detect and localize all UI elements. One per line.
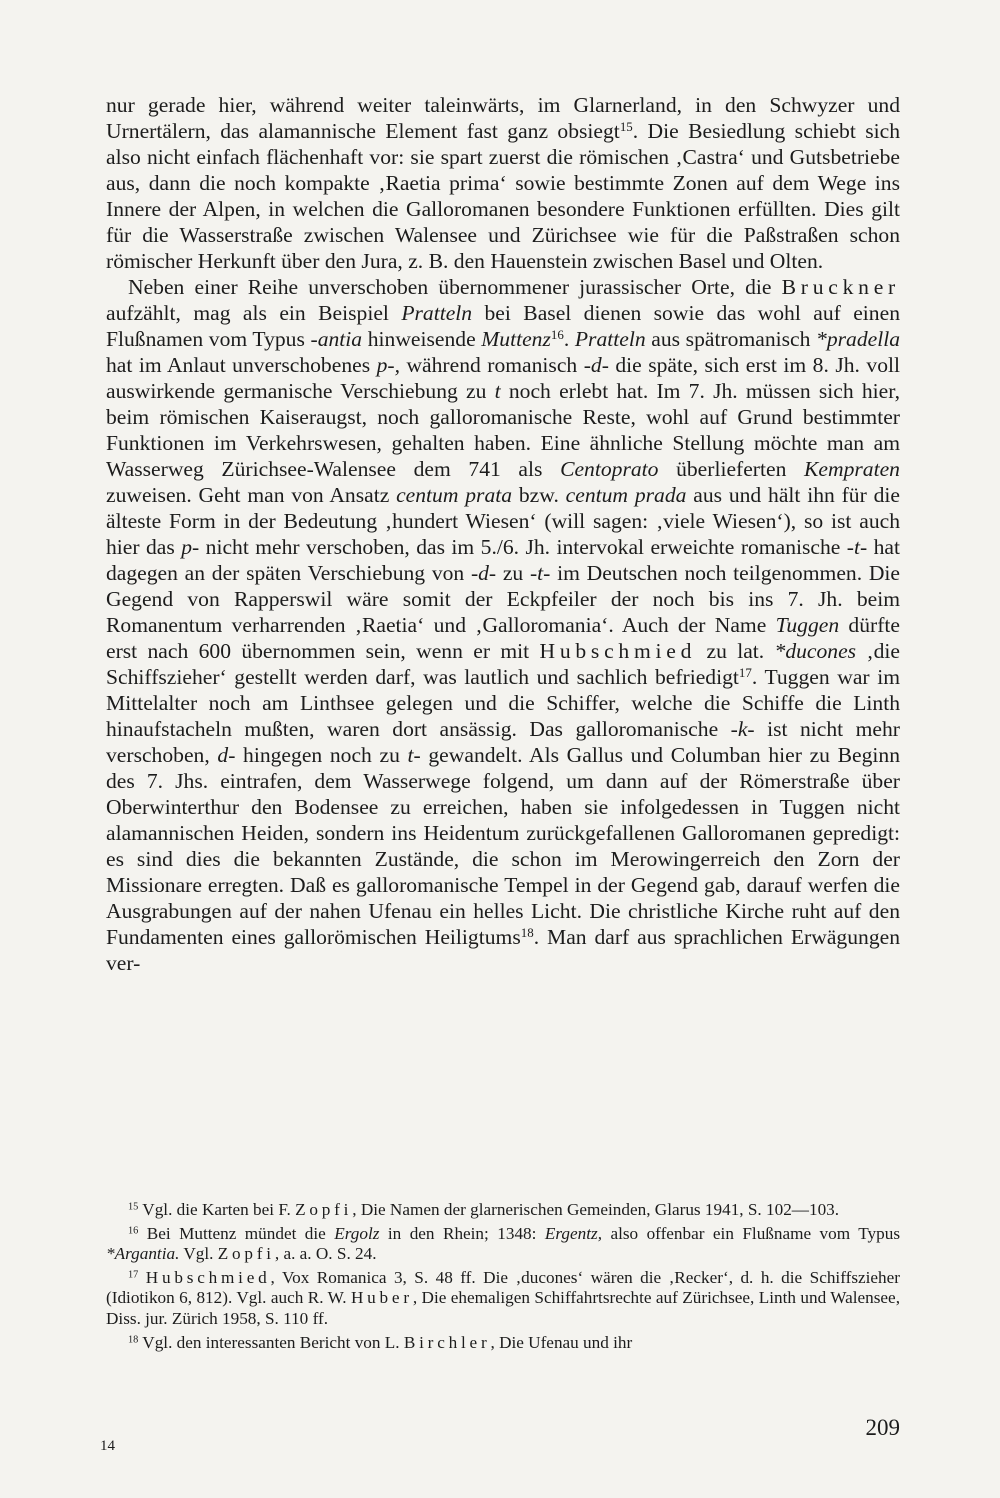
italic-text: p-: [181, 535, 200, 559]
italic-text: *Argantia.: [106, 1244, 180, 1264]
paragraph: [106, 92, 900, 274]
text-run: ist nicht mehr verschoben,: [106, 717, 900, 767]
text-run: gewandelt. Als Gallus und Columban hier zu Beginn des 7. Jhs. eintrafen, dem Wasserwege folgend, um dann auf der Römerstraße über Oberwinterthur den Bodensee zu erreichen, haben sie infolgedessen in Tuggen nicht alamannischen Heiden, sondern ins Heidentum zurückgefallenen Galloromanen gepredigt: es sind dies die bekannten Zustände, die schon im Merowingerreich den Zorn der Missionare erregten. Daß es galloromanische Tempel in der Gegend gab, darauf werfen die Ausgrabungen auf der nahen Ufenau ein helles Licht. Die christliche Kirche ruht auf den Fundamenten eines gallorömischen Heiligtums: [106, 743, 900, 949]
italic-text: -t-: [529, 561, 551, 585]
footnote-reference: 16: [128, 1224, 139, 1236]
text-run: .: [563, 327, 575, 351]
italic-text: *pradella: [816, 327, 901, 351]
text-run: zu lat.: [696, 639, 775, 663]
signature-mark: 14: [100, 1438, 115, 1454]
italic-text: Ergentz,: [544, 1223, 602, 1243]
text-run: . Tuggen war im Mittelalter noch am Linthsee gelegen und die Schiffer, welche die Schiffe die Linth hinaufstacheln mußten, waren dort ansässig. Das galloromanische: [106, 665, 900, 741]
text-run: zuweisen. Geht man von Ansatz: [106, 483, 397, 507]
author-name: Zopfi: [217, 1244, 275, 1264]
page-number: 209: [865, 1415, 900, 1440]
text-run: , Die Namen der glarnerischen Gemeinden, Glarus 1941, S. 102—103.: [352, 1200, 840, 1219]
paragraph: [106, 274, 900, 976]
text-run: bzw.: [512, 483, 566, 507]
author-name: Birchler: [403, 1332, 491, 1352]
author-name: Huber: [350, 1288, 413, 1308]
footnote-reference: 17: [738, 664, 752, 680]
italic-text: Tuggen: [775, 613, 840, 637]
main-text: [106, 92, 900, 976]
italic-text: t-: [407, 743, 421, 767]
text-run: , Vox Romanica 3, S. 48 ff. Die ‚ducones‘ wären die ‚Recker‘, d. h. die Schiffszieher (Idiotikon 6, 812). Vgl. auch R. W.: [106, 1267, 900, 1308]
text-run: hingegen noch zu: [235, 743, 408, 767]
footnote-reference: 16: [550, 326, 564, 342]
text-run: Vgl.: [179, 1244, 218, 1264]
italic-text: -k-: [730, 717, 755, 741]
footnotes: [106, 1200, 900, 1356]
text-run: dürfte erst nach 600 übernommen sein, wenn er mit: [106, 613, 900, 663]
author-name: Zopfi: [295, 1200, 353, 1219]
footnote-reference: 18: [520, 924, 534, 940]
italic-text: centum prada: [565, 483, 687, 507]
text-run: Vgl. den interessanten Bericht von L.: [138, 1332, 404, 1352]
text-run: zu: [496, 561, 530, 585]
footnote-reference: 15: [128, 1201, 139, 1213]
footnote: [106, 1224, 900, 1265]
italic-text: -antia: [310, 327, 363, 351]
text-run: nicht mehr verschoben, das im 5./6. Jh. intervokal erweichte romanische: [199, 535, 847, 559]
footnote: [106, 1333, 900, 1354]
italic-text: t: [494, 379, 501, 403]
text-run: nur gerade hier, während weiter taleinwärts, im Glarnerland, in den Schwyzer und Urnertälern, das alamannische Element fast ganz obsiegt: [106, 93, 900, 143]
text-run: [138, 1268, 145, 1287]
italic-text: -d-: [470, 561, 497, 585]
author-name: Hubschmied: [539, 639, 697, 663]
italic-text: d-: [217, 743, 236, 767]
text-run: hat im Anlaut unverschobenes: [106, 353, 377, 377]
text-run: , a. a. O. S. 24.: [274, 1244, 377, 1264]
footnote: [106, 1268, 900, 1330]
italic-text: Centoprato: [560, 457, 659, 481]
text-run: Vgl. die Karten bei F.: [138, 1200, 296, 1219]
text-run: hat dagegen an der späten Verschiebung von: [106, 535, 900, 585]
text-run: aus spätromanisch: [645, 327, 817, 351]
text-run: überlieferten: [658, 457, 805, 481]
author-name: Bruckner: [781, 275, 900, 299]
text-run: noch erlebt hat. Im 7. Jh. müssen sich hier, beim römischen Kaiseraugst, noch galloromanische Reste, wohl auf Grund bestimmter Funktionen im Verkehrswesen, gehalten haben. Eine ähnliche Stellung möchte man am Wasserweg Zürichsee-Walensee dem 741 als: [106, 379, 900, 481]
text-run: im Deutschen noch teilgenommen. Die Gegend von Rapperswil wäre somit der Eckpfeiler der noch bis ins 7. Jh. beim Romanentum verharrenden ‚Raetia‘ und ‚Galloromania‘. Auch der Name: [106, 561, 900, 637]
footnote-reference: 17: [128, 1269, 139, 1281]
italic-text: Pratteln: [574, 327, 646, 351]
text-run: die späte, sich erst im 8. Jh. voll auswirkende germanische Verschiebung zu: [106, 353, 900, 403]
footnote-reference: 15: [619, 118, 633, 134]
text-run: , Die ehemaligen Schiffahrtsrechte auf Zürichsee, Linth und Walensee, Diss. jur. Zürich 1958, S. 110 ff.: [106, 1288, 900, 1328]
text-run: ‚die Schiffszieher‘ gestellt werden darf, was lautlich und sachlich befriedigt: [106, 639, 901, 689]
footnote: [106, 1200, 900, 1221]
italic-text: -d-: [583, 353, 609, 377]
italic-text: p-,: [376, 353, 400, 377]
text-run: aufzählt, mag als ein Beispiel: [106, 301, 402, 325]
text-run: . Man darf aus sprachlichen Erwägungen ver-: [106, 925, 900, 975]
italic-text: centum prata: [396, 483, 513, 507]
text-run: Bei Muttenz mündet die: [138, 1223, 335, 1243]
text-run: in den Rhein; 1348:: [379, 1223, 545, 1243]
italic-text: Kempraten: [804, 457, 900, 481]
text-run: während romanisch: [399, 353, 584, 377]
italic-text: *ducones: [774, 639, 857, 663]
text-run: , Die Ufenau und ihr: [490, 1332, 633, 1352]
author-name: Hubschmied: [145, 1267, 271, 1287]
italic-text: Pratteln: [401, 301, 473, 325]
text-run: . Die Besiedlung schiebt sich also nicht einfach flächenhaft vor: sie spart zuerst die römischen ‚Castra‘ und Gutsbetriebe aus, dann die noch kompakte ‚Raetia prima‘ sowie bestimmte Zonen auf dem Wege ins Innere der Alpen, in welchen die Galloromanen besondere Funktionen erfüllten. Dies gilt für die Wasserstraße zwischen Walensee und Zürichsee wie für die Paßstraßen schon römischer Herkunft über den Jura, z. B. den Hauenstein zwischen Basel und Olten.: [106, 119, 901, 273]
text-run: aus und hält ihn für die älteste Form in der Bedeutung ‚hundert Wiesen‘ (will sagen: ‚viele Wiesen‘), so ist auch hier das: [106, 483, 900, 559]
italic-text: Muttenz: [481, 327, 551, 351]
italic-text: Ergolz: [334, 1223, 380, 1243]
text-run: hinweisende: [362, 327, 482, 351]
text-run: also offenbar ein Flußname vom Typus: [602, 1223, 901, 1243]
text-run: bei Basel dienen sowie das wohl auf einen Flußnamen vom Typus: [106, 301, 900, 351]
italic-text: -t-: [846, 535, 868, 559]
text-run: Neben einer Reihe unverschoben übernommener jurassischer Orte, die: [128, 275, 782, 299]
footnote-reference: 18: [128, 1333, 139, 1345]
